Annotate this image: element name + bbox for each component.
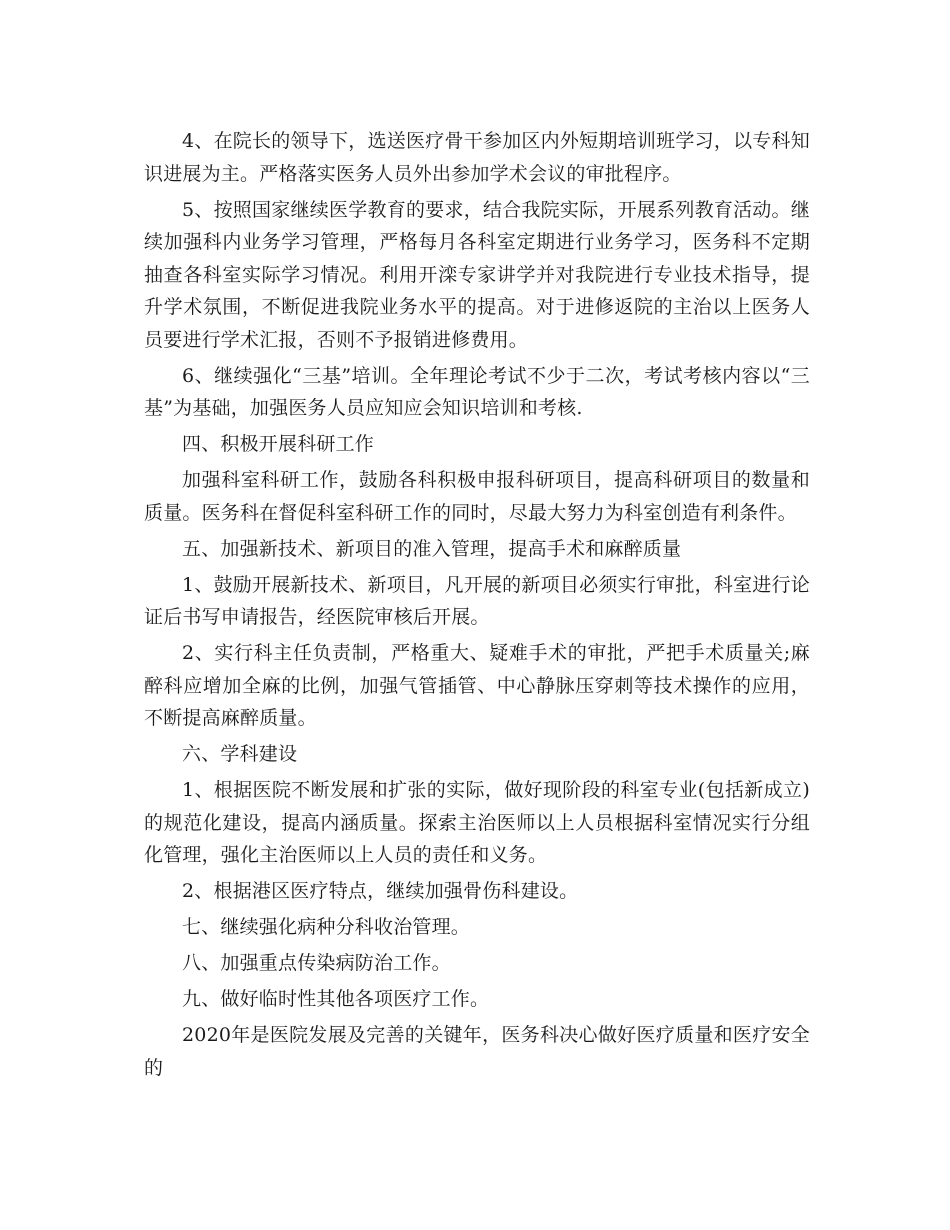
section-heading-disease-management: 七、继续强化病种分科收治管理。 [182,916,471,938]
paragraph-new-tech-1: 1、鼓励开展新技术、新项目，凡开展的新项目必须实行审批，科室进行论证后书写申请报告，经医院审核后开展。 [144,573,810,628]
paragraph-discipline-1: 1、根据医院不断发展和扩张的实际，做好现阶段的科室专业(包括新成立)的规范化建设，提高内涵质量。探索主治医师以上人员根据科室情况实行分组化管理，强化主治医师以上人员的责任和义务。 [144,779,810,866]
section-heading-discipline: 六、学科建设 [182,743,298,765]
paragraph-discipline-2: 2、根据港区医疗特点，继续加强骨伤科建设。 [182,880,579,902]
section-heading-temporary-work: 九、做好临时性其他各项医疗工作。 [182,988,490,1010]
section-heading-new-tech: 五、加强新技术、新项目的准入管理，提高手术和麻醉质量 [182,537,682,560]
paragraph-item-5: 5、按照国家继续医学教育的要求，结合我院实际，开展系列教育活动。继续加强科内业务学习管理，严格每月各科室定期进行业务学习，医务科不定期抽查各科室实际学习情况。利用开滦专家讲学并对我院进行专业技术指导，提升学术氛围，不断促进我院业务水平的提高。对于进修返院的主治以上医务人员要进行学术汇报，否则不予报销进修费用。 [144,198,810,351]
section-heading-infectious-disease: 八、加强重点传染病防治工作。 [182,952,451,974]
document-body [144,125,810,1088]
paragraph-new-tech-2: 2、实行科主任负责制，严格重大、疑难手术的审批，严把手术质量关;麻醉科应增加全麻的比例，加强气管插管、中心静脉压穿刺等技术操作的应用，不断提高麻醉质量。 [144,642,810,729]
section-heading-research: 四、积极开展科研工作 [182,433,375,455]
paragraph-research: 加强科室科研工作，鼓励各科积极申报科研项目，提高科研项目的数量和质量。医务科在督促科室科研工作的同时，尽最大努力为科室创造有利条件。 [144,469,810,524]
paragraph-item-4: 4、在院长的领导下，选送医疗骨干参加区内外短期培训班学习，以专科知识进展为主。严格落实医务人员外出参加学术会议的审批程序。 [144,130,810,185]
paragraph-conclusion: 2020年是医院发展及完善的关键年，医务科决心做好医疗质量和医疗安全的 [144,1024,810,1079]
paragraph-item-6: 6、继续强化“三基”培训。全年理论考试不少于二次，考试考核内容以“三基”为基础，加强医务人员应知应会知识培训和考核. [144,364,810,419]
